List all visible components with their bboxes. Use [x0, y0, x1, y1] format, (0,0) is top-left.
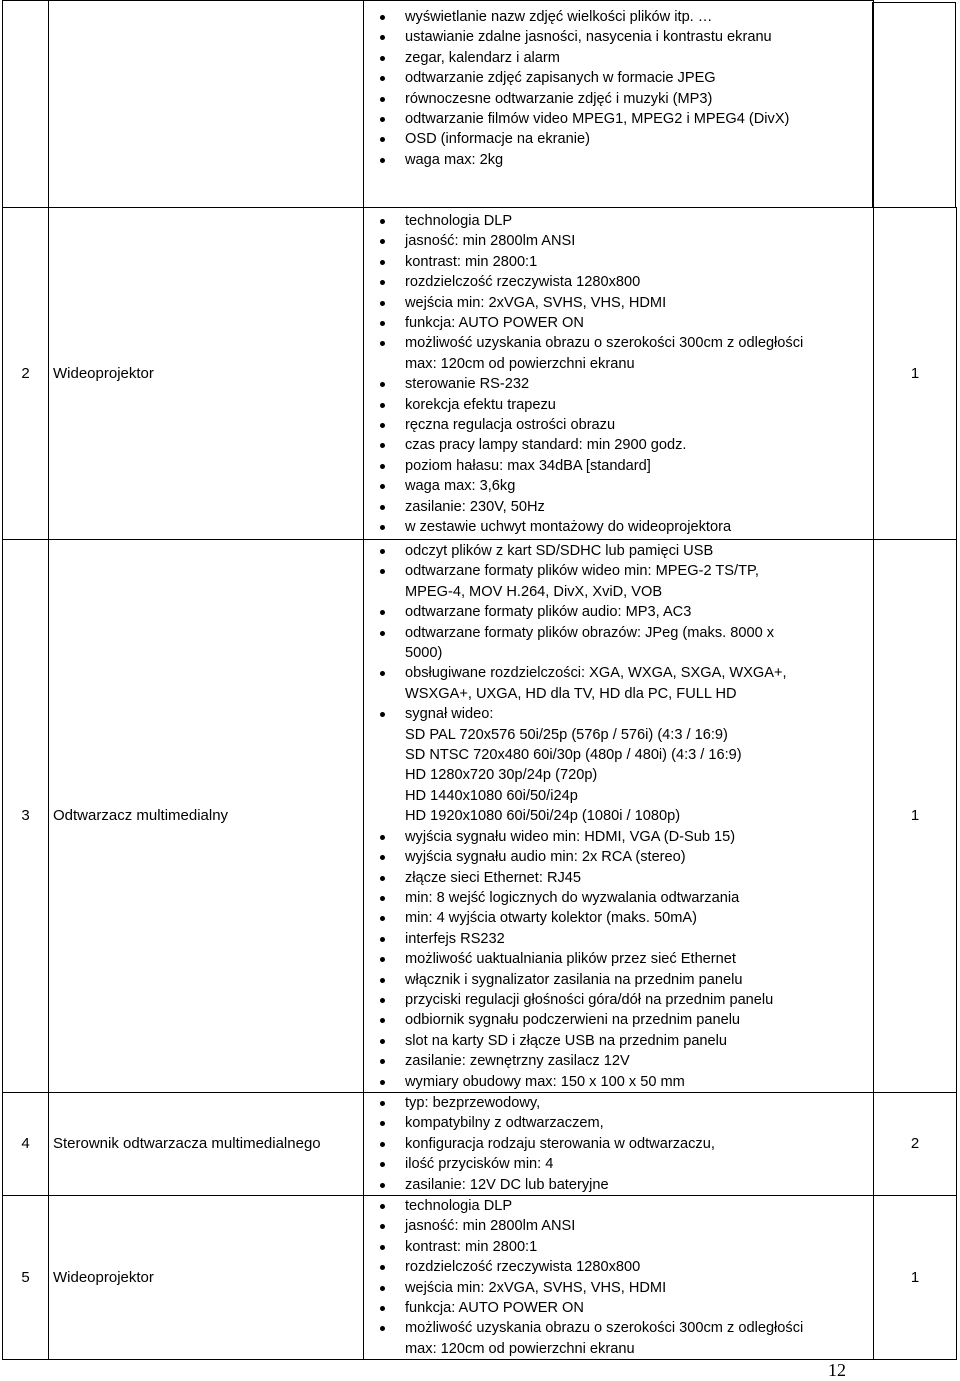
spec-item: max: 120cm od powierzchni ekranu: [405, 355, 635, 372]
spec-item: funkcja: AUTO POWER ON: [364, 313, 873, 333]
item-description: [364, 540, 874, 1093]
spec-item: kontrast: min 2800:1: [364, 252, 873, 272]
item-description: [364, 1092, 874, 1195]
spec-item: waga max: 2kg: [364, 150, 873, 170]
table-row: [3, 1196, 957, 1360]
spec-item: kontrast: min 2800:1: [364, 1237, 873, 1257]
spec-item: SD PAL 720x576 50i/25p (576p / 576i) (4:3 / 16:9): [405, 726, 728, 743]
spec-item: obsługiwane rozdzielczości: XGA, WXGA, SXGA, WXGA+,: [364, 663, 873, 683]
spec-item: odczyt plików z kart SD/SDHC lub pamięci USB: [364, 541, 873, 561]
spec-list: [364, 540, 873, 1092]
spec-item: jasność: min 2800lm ANSI: [364, 231, 873, 251]
row-number: [3, 1, 49, 208]
item-name: Wideoprojektor: [49, 1196, 364, 1360]
page-number: 12: [828, 1360, 846, 1380]
spec-item: zegar, kalendarz i alarm: [364, 48, 873, 68]
spec-item: sterowanie RS-232: [364, 374, 873, 394]
spec-item: włącznik i sygnalizator zasilania na przednim panelu: [364, 970, 873, 990]
spec-item: konfiguracja rodzaju sterowania w odtwarzaczu,: [364, 1134, 873, 1154]
spec-item: wymiary obudowy max: 150 x 100 x 50 mm: [364, 1072, 873, 1092]
spec-item: technologia DLP: [364, 1196, 873, 1216]
spec-item: HD 1920x1080 60i/50i/24p (1080i / 1080p): [405, 808, 681, 825]
spec-item: zasilanie: zewnętrzny zasilacz 12V: [364, 1051, 873, 1071]
spec-list: [364, 1093, 873, 1195]
spec-item: poziom hałasu: max 34dBA [standard]: [364, 456, 873, 476]
spec-item: waga max: 3,6kg: [364, 476, 873, 496]
spec-item: sygnał wideo:: [364, 704, 873, 724]
row-number: 2: [3, 208, 49, 540]
spec-item: odtwarzanie filmów video MPEG1, MPEG2 i MPEG4 (DivX): [364, 109, 873, 129]
spec-item: funkcja: AUTO POWER ON: [364, 1298, 873, 1318]
spec-item: 5000): [405, 645, 443, 662]
spec-list: [364, 208, 873, 538]
spec-list: [364, 1, 873, 170]
item-name: [49, 1, 364, 208]
spec-item: ilość przycisków min: 4: [364, 1154, 873, 1174]
spec-item: OSD (informacje na ekranie): [364, 129, 873, 149]
spec-item: max: 120cm od powierzchni ekranu: [405, 1340, 635, 1357]
spec-item: możliwość uzyskania obrazu o szerokości 300cm z odległości: [364, 333, 873, 353]
spec-item: slot na karty SD i złącze USB na przednim panelu: [364, 1031, 873, 1051]
spec-item: jasność: min 2800lm ANSI: [364, 1216, 873, 1236]
item-quantity: 1: [874, 540, 957, 1093]
table-row: [3, 1, 957, 208]
spec-item: odtwarzane formaty plików obrazów: JPeg (maks. 8000 x: [364, 623, 873, 643]
item-description: [364, 1196, 874, 1360]
spec-item: zasilanie: 230V, 50Hz: [364, 497, 873, 517]
item-quantity: 2: [874, 1092, 957, 1195]
spec-item: MPEG-4, MOV H.264, DivX, XviD, VOB: [405, 583, 663, 600]
row-number: 5: [3, 1196, 49, 1360]
spec-item: SD NTSC 720x480 60i/30p (480p / 480i) (4:3 / 16:9): [405, 747, 742, 764]
item-quantity: 1: [874, 1196, 957, 1360]
item-name: Wideoprojektor: [49, 208, 364, 540]
spec-item: możliwość uaktualniania plików przez sieć Ethernet: [364, 949, 873, 969]
spec-item: rozdzielczość rzeczywista 1280x800: [364, 272, 873, 292]
spec-item: czas pracy lampy standard: min 2900 godz.: [364, 435, 873, 455]
spec-item: odbiornik sygnału podczerwieni na przednim panelu: [364, 1010, 873, 1030]
spec-item: złącze sieci Ethernet: RJ45: [364, 868, 873, 888]
spec-item: wyjścia sygnału audio min: 2x RCA (stereo): [364, 847, 873, 867]
spec-item: min: 8 wejść logicznych do wyzwalania odtwarzania: [364, 888, 873, 908]
spec-item: w zestawie uchwyt montażowy do wideoprojektora: [364, 517, 873, 537]
row-number: 4: [3, 1092, 49, 1195]
spec-item: min: 4 wyjścia otwarty kolektor (maks. 50mA): [364, 908, 873, 928]
spec-item: technologia DLP: [364, 211, 873, 231]
item-quantity: 1: [874, 208, 957, 540]
item-description: [364, 208, 874, 540]
spec-item: typ: bezprzewodowy,: [364, 1093, 873, 1113]
spec-item: odtwarzane formaty plików wideo min: MPEG-2 TS/TP,: [364, 561, 873, 581]
spec-item: zasilanie: 12V DC lub bateryjne: [364, 1175, 873, 1195]
item-description: [364, 1, 874, 208]
table-row: [3, 1092, 957, 1195]
spec-item: możliwość uzyskania obrazu o szerokości 300cm z odległości: [364, 1318, 873, 1338]
spec-item: HD 1280x720 30p/24p (720p): [405, 767, 598, 784]
spec-item: wejścia min: 2xVGA, SVHS, VHS, HDMI: [364, 293, 873, 313]
spec-item: wejścia min: 2xVGA, SVHS, VHS, HDMI: [364, 1278, 873, 1298]
spec-item: interfejs RS232: [364, 929, 873, 949]
spec-table: [2, 0, 957, 1360]
spec-item: wyświetlanie nazw zdjęć wielkości plików itp. …: [364, 7, 873, 27]
spec-item: rozdzielczość rzeczywista 1280x800: [364, 1257, 873, 1277]
spec-list: [364, 1196, 873, 1359]
spec-item: równoczesne odtwarzanie zdjęć i muzyki (MP3): [364, 89, 873, 109]
table-row: [3, 540, 957, 1093]
spec-item: HD 1440x1080 60i/50/i24p: [405, 787, 578, 804]
spec-item: wyjścia sygnału wideo min: HDMI, VGA (D-Sub 15): [364, 827, 873, 847]
spec-item: WSXGA+, UXGA, HD dla TV, HD dla PC, FULL HD: [405, 685, 737, 702]
quantity-header-box: [872, 2, 956, 207]
spec-item: przyciski regulacji głośności góra/dół na przednim panelu: [364, 990, 873, 1010]
spec-item: korekcja efektu trapezu: [364, 395, 873, 415]
spec-item: odtwarzane formaty plików audio: MP3, AC3: [364, 602, 873, 622]
item-name: Odtwarzacz multimedialny: [49, 540, 364, 1093]
spec-item: kompatybilny z odtwarzaczem,: [364, 1113, 873, 1133]
row-number: 3: [3, 540, 49, 1093]
spec-item: ręczna regulacja ostrości obrazu: [364, 415, 873, 435]
spec-item: ustawianie zdalne jasności, nasycenia i kontrastu ekranu: [364, 27, 873, 47]
item-name: Sterownik odtwarzacza multimedialnego: [49, 1092, 364, 1195]
table-row: [3, 208, 957, 540]
spec-item: odtwarzanie zdjęć zapisanych w formacie JPEG: [364, 68, 873, 88]
